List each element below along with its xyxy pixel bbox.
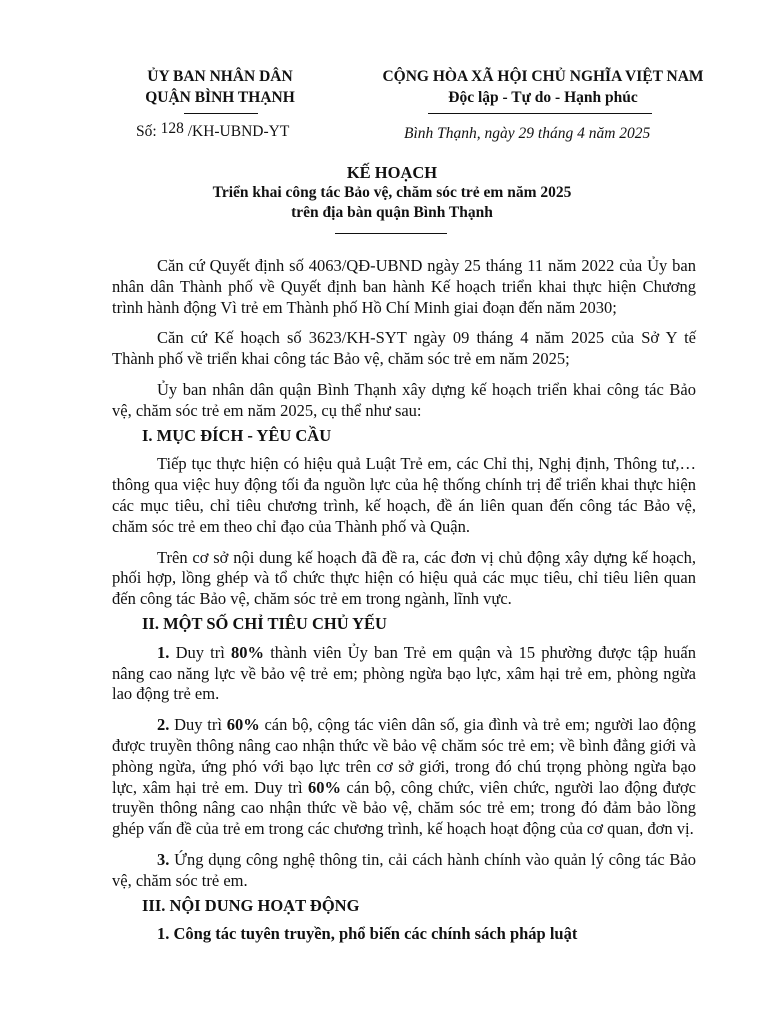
subsection-heading-1: 1. Công tác tuyên truyền, phổ biến các chính sách pháp luật [157, 924, 578, 944]
motto: Độc lập - Tự do - Hạnh phúc [448, 89, 638, 106]
document-subject-line2: trên địa bàn quận Bình Thạnh [291, 204, 493, 221]
section-heading-1: I. MỤC ĐÍCH - YÊU CẦU [142, 425, 332, 445]
target-item-2 [112, 715, 696, 840]
title-underline [335, 233, 447, 234]
country-name: CỘNG HÒA XÃ HỘI CHỦ NGHĨA VIỆT NAM [382, 68, 704, 85]
paragraph-purpose-1: Tiếp tục thực hiện có hiệu quả Luật Trẻ em, các Chỉ thị, Nghị định, Thông tư,… thông qua việc huy động tối đa nguồn lực của hệ thống chính trị để triển khai thực hiện các mục tiêu, chỉ tiêu chương trình, kế hoạch, đề án liên quan đến công tác Bảo vệ, chăm sóc trẻ em theo chỉ đạo của Thành phố và Quận. [112, 454, 696, 536]
target-item-3-number: 3. [157, 849, 170, 869]
national-motto-block [358, 66, 728, 108]
number-value: 128 [160, 120, 184, 137]
issuer-block [110, 66, 330, 108]
target-item-1-number: 1. [157, 642, 170, 662]
target-item-1-text-b: thành viên Ủy ban Trẻ em quận và 15 phường được tập huấn nâng cao năng lực về bảo vệ trẻ em; phòng ngừa bạo lực, xâm hại trẻ em, phòng ngừa lao động trẻ em. [112, 642, 696, 704]
document-type: KẾ HOẠCH [346, 163, 438, 182]
title-block [100, 162, 684, 223]
paragraph-purpose-2: Trên cơ sở nội dung kế hoạch đã đề ra, các đơn vị chủ động xây dựng kế hoạch, phối hợp, lồng ghép và tổ chức thực hiện có hiệu quả các mục tiêu, chỉ tiêu liên quan đến công tác Bảo vệ, chăm sóc trẻ em trong ngành, lĩnh vực. [112, 547, 696, 609]
paragraph-basis-2: Căn cứ Kế hoạch số 3623/KH-SYT ngày 09 tháng 4 năm 2025 của Sở Y tế Thành phố về triển khai công tác Bảo vệ, chăm sóc trẻ em năm 2025; [112, 328, 696, 369]
document-subject-line1: Triển khai công tác Bảo vệ, chăm sóc trẻ em năm 2025 [212, 184, 572, 201]
target-item-3-text: Ứng dụng công nghệ thông tin, cải cách hành chính vào quản lý công tác Bảo vệ, chăm sóc trẻ em. [112, 849, 696, 890]
paragraph-intro: Ủy ban nhân dân quận Bình Thạnh xây dựng kế hoạch triển khai công tác Bảo vệ, chăm sóc trẻ em năm 2025, cụ thể như sau: [112, 379, 696, 420]
issuer-line1: ỦY BAN NHÂN DÂN [147, 68, 293, 85]
issuer-underline [184, 113, 258, 114]
document-body [112, 256, 696, 953]
section-heading-3: III. NỘI DUNG HOẠT ĐỘNG [142, 895, 360, 915]
issuer-line2: QUẬN BÌNH THẠNH [145, 89, 295, 106]
target-item-2-figure-2: 60% [308, 777, 342, 797]
target-item-2-figure-1: 60% [226, 715, 260, 735]
number-prefix: Số: [136, 123, 157, 140]
document-number [136, 120, 290, 141]
target-item-2-text-a: Duy trì [169, 715, 227, 735]
target-item-2-number: 2. [157, 715, 170, 735]
target-item-3 [112, 850, 696, 892]
section-heading-2: II. MỘT SỐ CHỈ TIÊU CHỦ YẾU [142, 613, 387, 633]
number-suffix: /KH-UBND-YT [187, 123, 290, 140]
paragraph-basis-1: Căn cứ Quyết định số 4063/QĐ-UBND ngày 25 tháng 11 năm 2022 của Ủy ban nhân dân Thành phố về Quyết định ban hành Kế hoạch triển khai thực hiện Chương trình hành động Vì trẻ em Thành phố Hồ Chí Minh giai đoạn đến năm 2030; [112, 256, 696, 317]
target-item-1-figure: 80% [231, 642, 265, 662]
target-item-1-text-a: Duy trì [169, 642, 232, 662]
document-date: Bình Thạnh, ngày 29 tháng 4 năm 2025 [404, 125, 651, 142]
target-item-2-text-c: cán bộ, công chức, viên chức, người lao động được truyền thông nâng cao nhận thức về bảo vệ, chăm sóc trẻ em; trong đó đảm bảo lồng ghép vấn đề của trẻ em trong các chương trình, kế hoạch hoạt động của cơ quan, đơn vị. [112, 777, 696, 839]
target-item-2-text-b: cán bộ, cộng tác viên dân số, gia đình và trẻ em; người lao động được truyền thông nâng cao nhận thức về bảo vệ chăm sóc trẻ em; về bình đẳng giới và phòng ngừa, ứng phó với bạo lực trên cơ sở giới, trong đó chú trọng phòng ngừa bạo lực, xâm hại trẻ em. Duy trì [112, 715, 696, 797]
motto-underline [428, 113, 652, 114]
target-item-1 [112, 643, 696, 705]
